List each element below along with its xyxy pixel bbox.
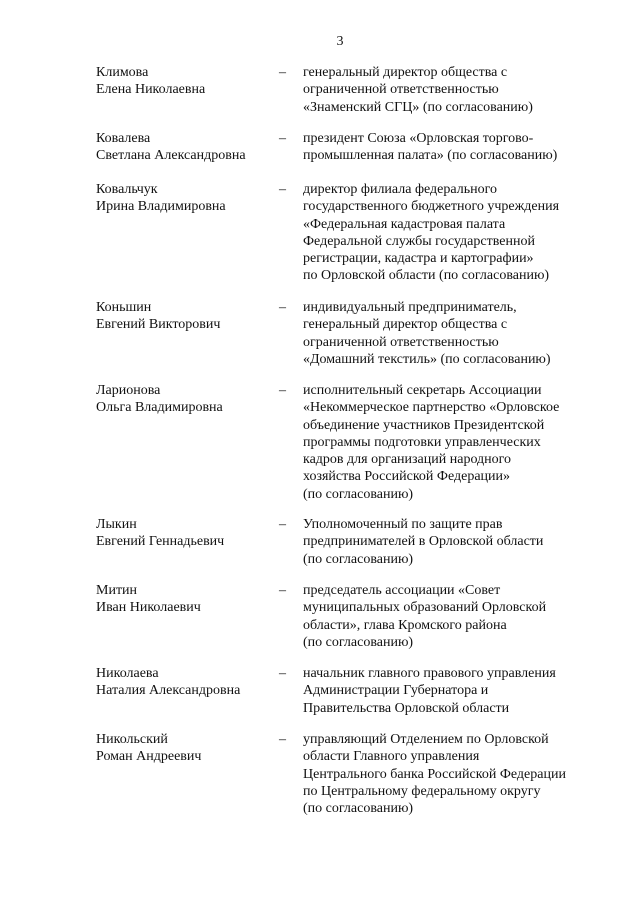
role-line: области», глава Кромского района <box>303 617 507 633</box>
role-line: ограниченной ответственностью <box>303 82 499 98</box>
role-line: «Федеральная кадастровая палата <box>303 216 506 232</box>
role-line: регистрации, кадастра и картографии» <box>303 251 534 267</box>
member-name <box>96 64 276 99</box>
role-line: кадров для организаций народного <box>303 452 512 468</box>
member-given-names: Иван Николаевич <box>96 600 201 616</box>
member-surname: Ларионова <box>96 383 161 398</box>
role-line: Уполномоченный по защите прав <box>303 517 503 532</box>
member-surname: Ковалева <box>96 131 151 146</box>
role-line: Федеральной службы государственной <box>303 233 535 249</box>
member-role <box>303 516 603 568</box>
role-line: (по согласованию) <box>303 486 414 502</box>
member-name <box>96 731 276 766</box>
role-line: программы подготовки управленческих <box>303 434 541 450</box>
role-line: исполнительный секретарь Ассоциации <box>303 383 542 398</box>
role-line: предпринимателей в Орловской области <box>303 534 544 550</box>
role-line: «Знаменский СГЦ» (по согласованию) <box>303 99 533 115</box>
role-line: директор филиала федерального <box>303 182 497 197</box>
role-line: (по согласованию) <box>303 634 414 650</box>
member-given-names: Ирина Владимировна <box>96 199 226 215</box>
dash-separator: – <box>279 182 286 197</box>
dash-separator: – <box>279 732 286 747</box>
member-given-names: Ольга Владимировна <box>96 400 223 416</box>
member-role <box>303 731 603 817</box>
role-line: по Орловской области (по согласованию) <box>303 268 550 284</box>
member-name <box>96 299 276 334</box>
member-name <box>96 665 276 700</box>
role-line: «Домашний текстиль» (по согласованию) <box>303 351 551 367</box>
member-name <box>96 582 276 617</box>
role-line: муниципальных образований Орловской <box>303 600 547 616</box>
role-line: генеральный директор общества с <box>303 65 508 80</box>
dash-separator: – <box>279 300 286 315</box>
role-line: управляющий Отделением по Орловской <box>303 732 549 747</box>
member-name <box>96 130 276 165</box>
dash-separator: – <box>279 383 286 398</box>
role-line: (по согласованию) <box>303 801 414 817</box>
role-line: начальник главного правового управления <box>303 666 556 681</box>
member-given-names: Елена Николаевна <box>96 82 206 98</box>
role-line: индивидуальный предприниматель, <box>303 300 517 315</box>
member-surname: Климова <box>96 65 149 80</box>
member-given-names: Роман Андреевич <box>96 749 202 765</box>
member-role <box>303 299 603 368</box>
member-name <box>96 516 276 551</box>
role-line: (по согласованию) <box>303 551 414 567</box>
member-role <box>303 64 603 116</box>
dash-separator: – <box>279 583 286 598</box>
dash-separator: – <box>279 65 286 80</box>
role-line: области Главного управления <box>303 749 480 765</box>
role-line: Правительства Орловской области <box>303 700 510 716</box>
role-line: председатель ассоциации «Совет <box>303 583 501 598</box>
role-line: объединение участников Президентской <box>303 417 545 433</box>
member-surname: Николаева <box>96 666 159 681</box>
role-line: президент Союза «Орловская торгово- <box>303 131 534 146</box>
member-role <box>303 382 603 503</box>
member-given-names: Евгений Геннадьевич <box>96 534 225 550</box>
member-name <box>96 382 276 417</box>
role-line: Администрации Губернатора и <box>303 683 489 699</box>
member-role <box>303 665 603 717</box>
role-line: государственного бюджетного учреждения <box>303 199 560 215</box>
role-line: по Центральному федеральному округу <box>303 783 541 799</box>
member-name <box>96 181 276 216</box>
role-line: ограниченной ответственностью <box>303 334 499 350</box>
role-line: промышленная палата» (по согласованию) <box>303 148 558 164</box>
page-number: 3 <box>336 34 344 49</box>
dash-separator: – <box>279 131 286 146</box>
dash-separator: – <box>279 517 286 532</box>
member-role <box>303 130 603 165</box>
role-line: Центрального банка Российской Федерации <box>303 766 566 782</box>
member-surname: Лыкин <box>96 517 137 532</box>
member-surname: Митин <box>96 583 138 598</box>
member-given-names: Евгений Викторович <box>96 317 221 333</box>
member-role <box>303 181 603 285</box>
role-line: «Некоммерческое партнерство «Орловское <box>303 400 560 416</box>
member-surname: Коньшин <box>96 300 152 315</box>
member-role <box>303 582 603 651</box>
member-surname: Никольский <box>96 732 168 747</box>
member-given-names: Наталия Александровна <box>96 683 241 699</box>
member-surname: Ковальчук <box>96 182 158 197</box>
role-line: хозяйства Российской Федерации» <box>303 469 511 485</box>
dash-separator: – <box>279 666 286 681</box>
role-line: генеральный директор общества с <box>303 317 508 333</box>
member-given-names: Светлана Александровна <box>96 148 246 164</box>
